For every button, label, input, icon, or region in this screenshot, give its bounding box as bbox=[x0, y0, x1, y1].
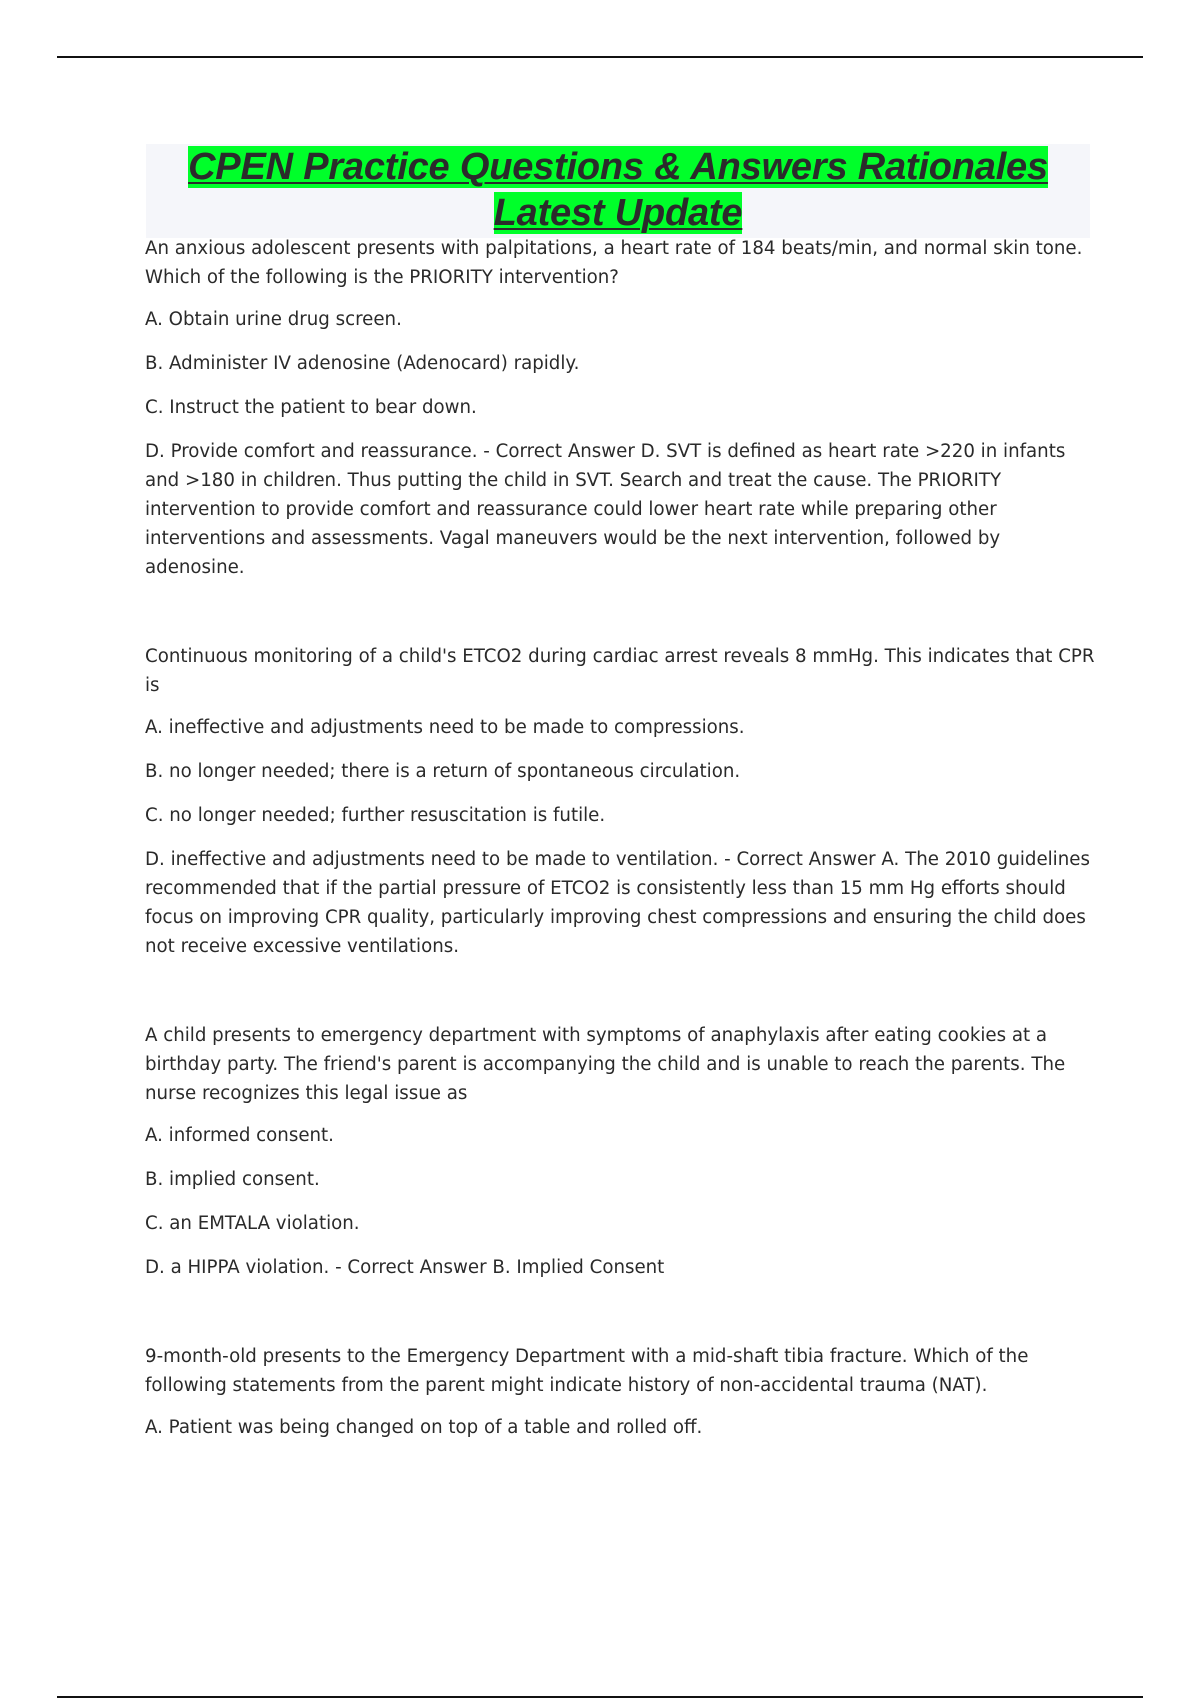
bottom-rule bbox=[57, 1696, 1143, 1698]
document-title-line-2: Latest Update bbox=[493, 192, 743, 234]
question-4-stem: 9-month-old presents to the Emergency Department with a mid-shaft tibia fracture. Which of the following statements from the parent might indicate history of non-accidental trauma (NAT). bbox=[145, 1346, 1029, 1396]
question-1-option-d-answer: D. Provide comfort and reassurance. - Correct Answer D. SVT is defined as heart rate >220 in infants and >180 in children. Thus putting the child in SVT. Search and treat the cause. The PRIORITY intervention to provide comfort and reassurance could lower heart rate while preparing other interventions and assessments. Vagal maneuvers would be the next intervention, followed by adenosine. bbox=[145, 441, 1066, 578]
question-2-stem: Continuous monitoring of a child's ETCO2 during cardiac arrest reveals 8 mmHg. This indicates that CPR is bbox=[145, 646, 1095, 696]
document-body bbox=[145, 234, 1095, 1442]
question-2-option-d-answer: D. ineffective and adjustments need to be made to ventilation. - Correct Answer A. The 2010 guidelines recommended that if the partial pressure of ETCO2 is consistently less than 15 mm Hg efforts should focus on improving CPR quality, particularly improving chest compressions and ensuring the child does not receive excessive ventilations. bbox=[145, 849, 1090, 957]
question-3-option-a: A. informed consent. bbox=[145, 1125, 334, 1146]
question-3-option-b: B. implied consent. bbox=[145, 1169, 320, 1190]
top-rule bbox=[57, 56, 1143, 58]
question-1-option-a: A. Obtain urine drug screen. bbox=[145, 309, 402, 330]
question-2-option-c: C. no longer needed; further resuscitation is futile. bbox=[145, 805, 606, 826]
question-2 bbox=[145, 642, 1095, 961]
question-1 bbox=[145, 234, 1095, 582]
question-3 bbox=[145, 1021, 1095, 1282]
question-3-option-c: C. an EMTALA violation. bbox=[145, 1213, 360, 1234]
question-3-stem: A child presents to emergency department with symptoms of anaphylaxis after eating cookies at a birthday party. The friend's parent is accompanying the child and is unable to reach the parents. The nurse recognizes this legal issue as bbox=[145, 1025, 1066, 1104]
question-1-option-c: C. Instruct the patient to bear down. bbox=[145, 397, 477, 418]
question-2-option-a: A. ineffective and adjustments need to be made to compressions. bbox=[145, 717, 745, 738]
question-4-option-a: A. Patient was being changed on top of a table and rolled off. bbox=[145, 1417, 703, 1438]
question-1-stem: An anxious adolescent presents with palpitations, a heart rate of 184 beats/min, and normal skin tone. Which of the following is the PRIORITY intervention? bbox=[145, 238, 1083, 288]
question-4 bbox=[145, 1342, 1095, 1442]
document-title-box bbox=[146, 144, 1090, 238]
question-1-option-b: B. Administer IV adenosine (Adenocard) rapidly. bbox=[145, 353, 580, 374]
question-3-option-d-answer: D. a HIPPA violation. - Correct Answer B. Implied Consent bbox=[145, 1257, 665, 1278]
question-2-option-b: B. no longer needed; there is a return of spontaneous circulation. bbox=[145, 761, 741, 782]
document-title-line-1: CPEN Practice Questions & Answers Rationales bbox=[188, 146, 1048, 188]
